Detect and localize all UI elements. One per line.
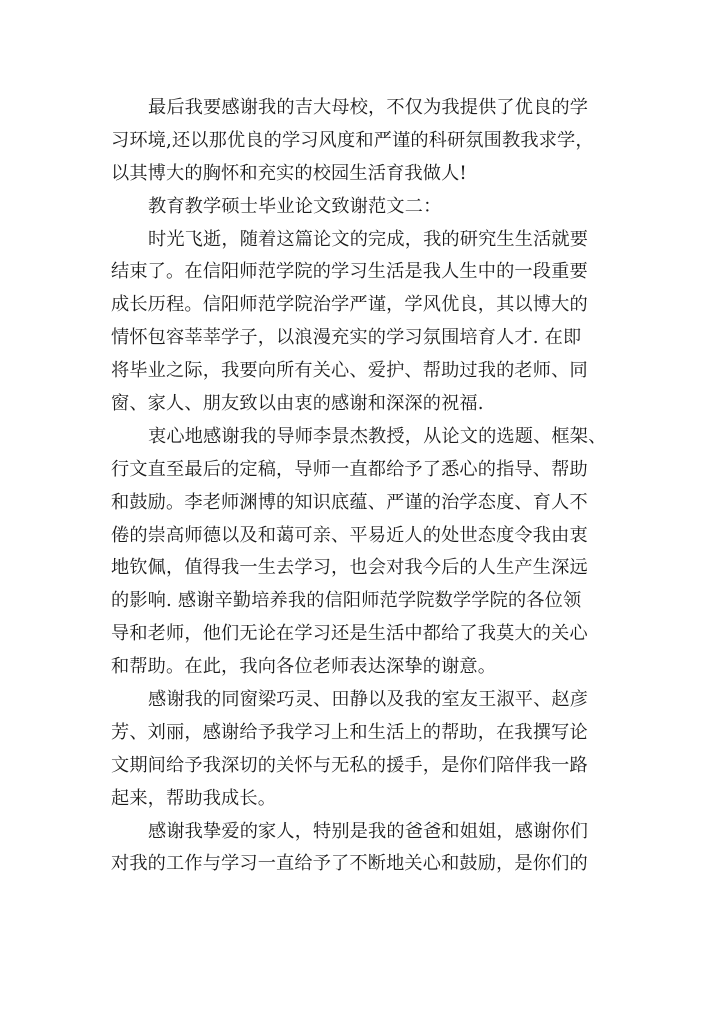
document-body — [111, 92, 611, 881]
text-line: 的影响. 感谢辛勤培养我的信阳师范学院数学学院的各位领 — [111, 590, 582, 612]
text-line: 将毕业之际，我要向所有关心、爱护、帮助过我的老师、同 — [111, 360, 588, 382]
text-line: 和鼓励。李老师渊博的知识底蕴、严谨的治学态度、育人不 — [111, 491, 588, 513]
text-line: 倦的崇高师德以及和蔼可亲、平易近人的处世态度令我由衷 — [111, 524, 588, 546]
text-line: 地钦佩，值得我一生去学习，也会对我今后的人生产生深远 — [111, 557, 588, 579]
paragraph-first-line: 时光飞逝，随着这篇论文的完成，我的研究生生活就要 — [148, 228, 589, 250]
paragraph-first-line: 感谢我挚爱的家人，特别是我的爸爸和姐姐，感谢你们 — [148, 820, 589, 842]
paragraph-first-line: 教育教学硕士毕业论文致谢范文二： — [148, 195, 442, 217]
text-line: 窗、家人、朋友致以由衷的感谢和深深的祝福. — [111, 393, 484, 415]
text-line: 起来，帮助我成长。 — [111, 787, 277, 809]
text-line: 芳、刘丽，感谢给予我学习上和生活上的帮助，在我撰写论 — [111, 721, 588, 743]
paragraph-first-line: 感谢我的同窗梁巧灵、田静以及我的室友王淑平、赵彦 — [148, 689, 589, 711]
text-line: 文期间给予我深切的关怀与无私的援手，是你们陪伴我一路 — [111, 754, 588, 776]
paragraph-first-line: 衷心地感谢我的导师李景杰教授，从论文的选题、框架、 — [148, 425, 607, 447]
text-line: 以其博大的胸怀和充实的校园生活育我做人! — [111, 162, 467, 184]
text-line: 成长历程。信阳师范学院治学严谨，学风优良，其以博大的 — [111, 294, 588, 316]
text-line: 结束了。在信阳师范学院的学习生活是我人生中的一段重要 — [111, 261, 588, 283]
text-line: 习环境,还以那优良的学习风度和严谨的科研氛围教我求学， — [111, 129, 594, 151]
paragraph-first-line: 最后我要感谢我的吉大母校，不仅为我提供了优良的学 — [148, 97, 589, 118]
text-line: 导和老师，他们无论在学习还是生活中都给了我莫大的关心 — [111, 623, 588, 645]
text-line: 和帮助。在此，我向各位老师表达深挚的谢意。 — [111, 656, 497, 678]
text-line: 情怀包容莘莘学子，以浪漫充实的学习氛围培育人才. 在即 — [111, 327, 582, 349]
text-line: 行文直至最后的定稿，导师一直都给予了悉心的指导、帮助 — [111, 458, 588, 480]
text-line: 对我的工作与学习一直给予了不断地关心和鼓励，是你们的 — [111, 853, 588, 875]
